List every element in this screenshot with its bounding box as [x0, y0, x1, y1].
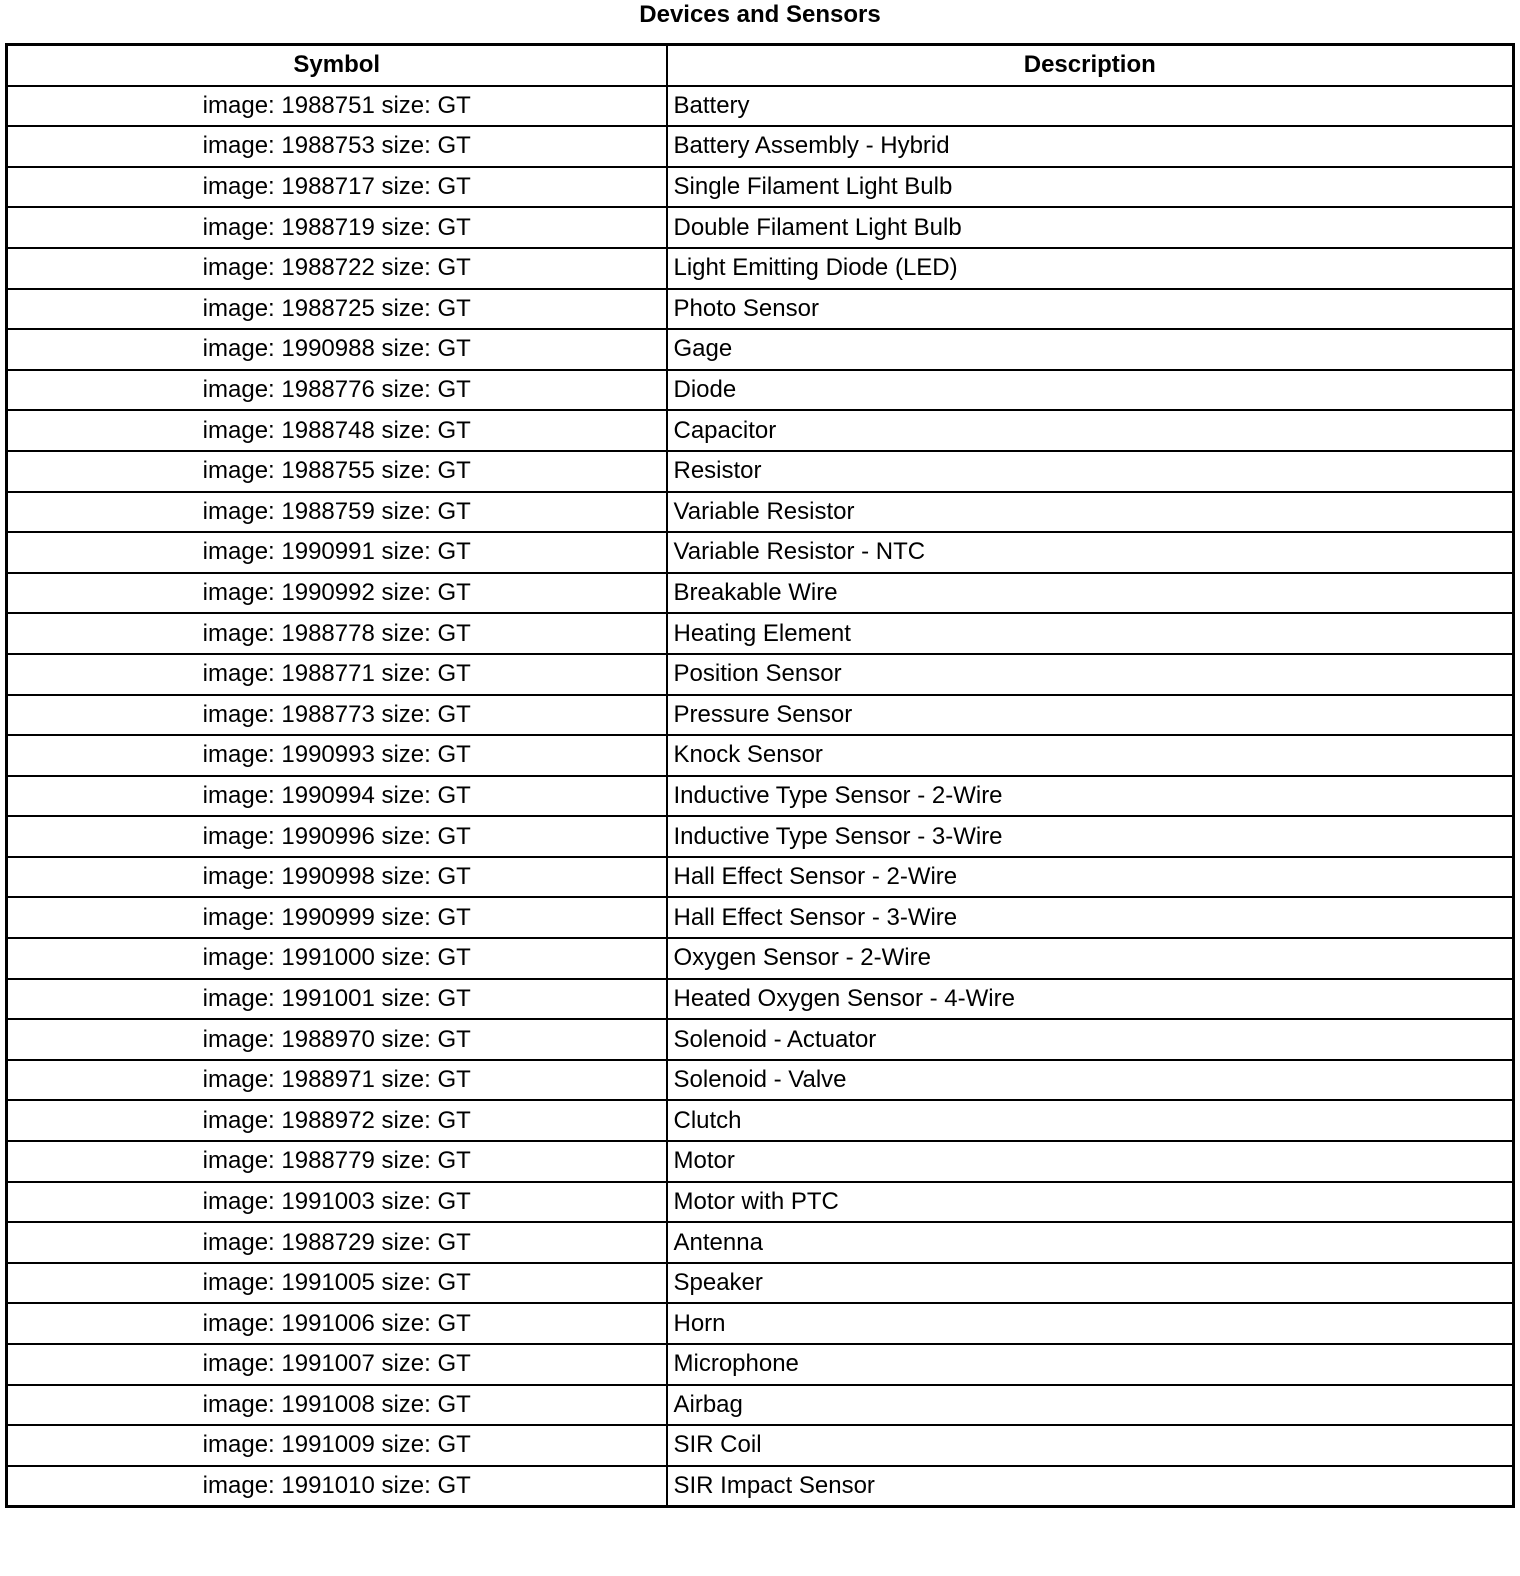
symbol-cell: image: 1988729 size: GT	[7, 1222, 667, 1263]
description-cell: Position Sensor	[667, 654, 1514, 695]
symbol-cell: image: 1988972 size: GT	[7, 1100, 667, 1141]
description-cell: Motor with PTC	[667, 1182, 1514, 1223]
description-cell: Solenoid - Valve	[667, 1060, 1514, 1101]
symbol-cell: image: 1988773 size: GT	[7, 695, 667, 736]
table-row	[7, 1263, 1514, 1304]
description-cell: Variable Resistor - NTC	[667, 532, 1514, 573]
table-row	[7, 1344, 1514, 1385]
table-row	[7, 1303, 1514, 1344]
symbol-cell: image: 1990991 size: GT	[7, 532, 667, 573]
table-row	[7, 1100, 1514, 1141]
table-row	[7, 167, 1514, 208]
description-cell: Capacitor	[667, 410, 1514, 451]
description-cell: Pressure Sensor	[667, 695, 1514, 736]
symbol-cell: image: 1991007 size: GT	[7, 1344, 667, 1385]
table-row	[7, 695, 1514, 736]
description-cell: Clutch	[667, 1100, 1514, 1141]
table-row	[7, 897, 1514, 938]
table-row	[7, 816, 1514, 857]
description-cell: SIR Impact Sensor	[667, 1466, 1514, 1507]
symbol-cell: image: 1991001 size: GT	[7, 979, 667, 1020]
symbol-cell: image: 1988755 size: GT	[7, 451, 667, 492]
table-row	[7, 410, 1514, 451]
symbol-cell: image: 1990996 size: GT	[7, 816, 667, 857]
table-row	[7, 1222, 1514, 1263]
table-header-row	[7, 45, 1514, 86]
table-row	[7, 329, 1514, 370]
symbol-cell: image: 1988779 size: GT	[7, 1141, 667, 1182]
description-cell: Oxygen Sensor - 2-Wire	[667, 938, 1514, 979]
description-cell: Heating Element	[667, 613, 1514, 654]
description-cell: Knock Sensor	[667, 735, 1514, 776]
symbol-cell: image: 1988778 size: GT	[7, 613, 667, 654]
description-cell: Double Filament Light Bulb	[667, 207, 1514, 248]
symbol-cell: image: 1988719 size: GT	[7, 207, 667, 248]
description-cell: Microphone	[667, 1344, 1514, 1385]
description-cell: Horn	[667, 1303, 1514, 1344]
description-cell: Diode	[667, 370, 1514, 411]
table-row	[7, 451, 1514, 492]
description-cell: SIR Coil	[667, 1425, 1514, 1466]
symbol-cell: image: 1991005 size: GT	[7, 1263, 667, 1304]
symbol-cell: image: 1988776 size: GT	[7, 370, 667, 411]
table-row	[7, 613, 1514, 654]
table-row	[7, 1019, 1514, 1060]
symbol-cell: image: 1988748 size: GT	[7, 410, 667, 451]
symbol-cell: image: 1988717 size: GT	[7, 167, 667, 208]
symbol-cell: image: 1991006 size: GT	[7, 1303, 667, 1344]
symbol-cell: image: 1988751 size: GT	[7, 86, 667, 127]
symbol-cell: image: 1991000 size: GT	[7, 938, 667, 979]
table-row	[7, 735, 1514, 776]
symbol-cell: image: 1991008 size: GT	[7, 1385, 667, 1426]
description-cell: Light Emitting Diode (LED)	[667, 248, 1514, 289]
symbol-cell: image: 1988753 size: GT	[7, 126, 667, 167]
symbol-cell: image: 1990994 size: GT	[7, 776, 667, 817]
table-row	[7, 857, 1514, 898]
symbol-cell: image: 1990999 size: GT	[7, 897, 667, 938]
symbol-cell: image: 1990998 size: GT	[7, 857, 667, 898]
page-title: Devices and Sensors	[639, 1, 881, 28]
table-body	[7, 86, 1514, 1507]
symbol-cell: image: 1988970 size: GT	[7, 1019, 667, 1060]
table-row	[7, 1425, 1514, 1466]
table-row	[7, 126, 1514, 167]
table-row	[7, 1466, 1514, 1507]
description-cell: Hall Effect Sensor - 3-Wire	[667, 897, 1514, 938]
symbol-cell: image: 1990988 size: GT	[7, 329, 667, 370]
table-row	[7, 938, 1514, 979]
symbol-cell: image: 1991003 size: GT	[7, 1182, 667, 1223]
table-row	[7, 1060, 1514, 1101]
symbol-cell: image: 1988771 size: GT	[7, 654, 667, 695]
table-row	[7, 979, 1514, 1020]
table-row	[7, 573, 1514, 614]
table-row	[7, 776, 1514, 817]
description-cell: Single Filament Light Bulb	[667, 167, 1514, 208]
description-cell: Battery	[667, 86, 1514, 127]
table-row	[7, 1141, 1514, 1182]
description-cell: Inductive Type Sensor - 3-Wire	[667, 816, 1514, 857]
header-symbol: Symbol	[7, 45, 667, 86]
table-row	[7, 1385, 1514, 1426]
description-cell: Speaker	[667, 1263, 1514, 1304]
description-cell: Solenoid - Actuator	[667, 1019, 1514, 1060]
table-row	[7, 207, 1514, 248]
description-cell: Photo Sensor	[667, 289, 1514, 330]
description-cell: Battery Assembly - Hybrid	[667, 126, 1514, 167]
symbol-cell: image: 1988722 size: GT	[7, 248, 667, 289]
header-description: Description	[667, 45, 1514, 86]
table-row	[7, 492, 1514, 533]
table-row	[7, 532, 1514, 573]
symbol-cell: image: 1988759 size: GT	[7, 492, 667, 533]
description-cell: Gage	[667, 329, 1514, 370]
table-row	[7, 1182, 1514, 1223]
description-cell: Heated Oxygen Sensor - 4-Wire	[667, 979, 1514, 1020]
table-row	[7, 654, 1514, 695]
description-cell: Resistor	[667, 451, 1514, 492]
symbol-cell: image: 1988971 size: GT	[7, 1060, 667, 1101]
table-row	[7, 248, 1514, 289]
description-cell: Hall Effect Sensor - 2-Wire	[667, 857, 1514, 898]
symbol-cell: image: 1991009 size: GT	[7, 1425, 667, 1466]
symbol-cell: image: 1988725 size: GT	[7, 289, 667, 330]
symbol-cell: image: 1991010 size: GT	[7, 1466, 667, 1507]
description-cell: Airbag	[667, 1385, 1514, 1426]
table-row	[7, 86, 1514, 127]
description-cell: Motor	[667, 1141, 1514, 1182]
symbol-cell: image: 1990993 size: GT	[7, 735, 667, 776]
table-row	[7, 289, 1514, 330]
table-row	[7, 370, 1514, 411]
description-cell: Inductive Type Sensor - 2-Wire	[667, 776, 1514, 817]
description-cell: Breakable Wire	[667, 573, 1514, 614]
symbol-cell: image: 1990992 size: GT	[7, 573, 667, 614]
devices-sensors-table	[5, 43, 1515, 1508]
description-cell: Variable Resistor	[667, 492, 1514, 533]
description-cell: Antenna	[667, 1222, 1514, 1263]
